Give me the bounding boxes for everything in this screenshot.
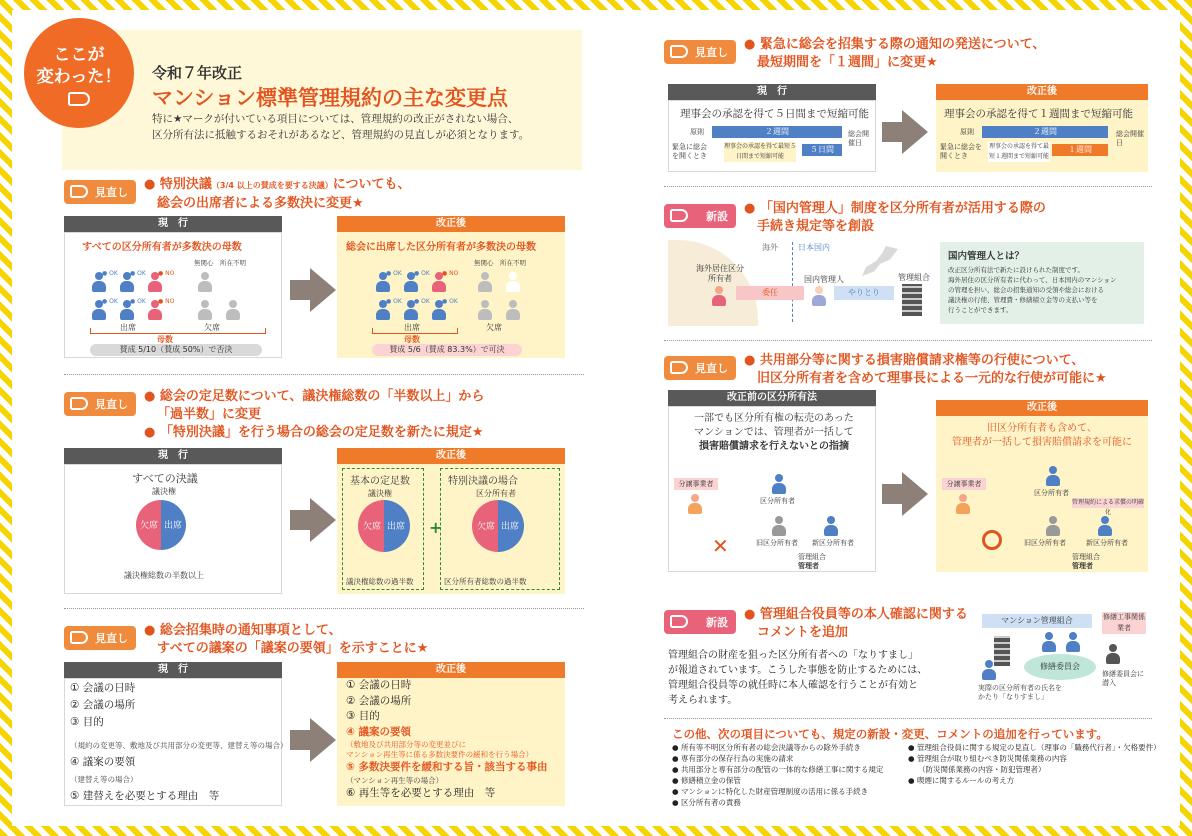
s7-head2: コメントを追加 <box>757 625 849 640</box>
voter-person-icon <box>226 300 240 320</box>
s1-cur-bracket <box>90 328 266 334</box>
vote-label: ● OK <box>414 270 430 277</box>
s2-rev-shusseki2: 出席 <box>501 522 520 532</box>
arrow-body <box>290 280 312 300</box>
s5-head2: 手続き規定等を創設 <box>757 219 875 234</box>
s6-cur-t2: マンションでは、管理者が一括して <box>694 427 854 438</box>
divider <box>64 608 584 609</box>
s1-head1: 特別決議 <box>159 177 212 192</box>
s2-cur-kesseki: 欠席 <box>140 521 159 531</box>
vote-label: ● OK <box>386 298 402 305</box>
hand-icon <box>70 631 88 644</box>
member-person-icon <box>1066 632 1080 652</box>
s4-rev-2week-bar: ２週間 <box>982 126 1108 138</box>
hand-icon <box>670 361 688 374</box>
s2-cur-title: すべての決議 <box>132 472 198 485</box>
s4-head1: 緊急に総会を招集する際の通知の発送について、 <box>759 37 1046 52</box>
arrow-body <box>882 484 904 504</box>
vote-label: ● OK <box>414 298 430 305</box>
s3-revised-list <box>346 678 548 801</box>
list-item: ③ 目的 <box>346 710 380 722</box>
s1-rev-bracket <box>372 328 458 334</box>
s1-rev-result: 賛成 5/6（賛成 83.3%）で可決 <box>372 344 522 356</box>
s2-cur-note: 議決権総数の半数以上 <box>124 571 204 580</box>
list-item: ④ 議案の要領 <box>346 725 412 738</box>
divider <box>64 374 584 375</box>
tag-label: 新設 <box>706 616 728 629</box>
s1-head1-note: （3/4 以上の賛成を要する決議） <box>211 181 333 190</box>
s4-rev-approve: 理事会の承認を得て最短１週間まで短縮可能 <box>988 143 1049 160</box>
s6-rev-text <box>952 422 1132 450</box>
vote-label: ● OK <box>130 298 146 305</box>
voter-person-icon <box>226 272 240 292</box>
s5-kaigai-owner: 海外居住区分所有者 <box>696 264 744 283</box>
s5-kumiai: 管理組合 <box>898 273 930 282</box>
absent-label: 無関心 <box>194 259 214 267</box>
new-owner-person-icon <box>1098 516 1112 536</box>
text-line: 管理組合の財産を狙った区分所有者への「なりすまし」 <box>668 650 918 661</box>
vote-label: ● OK <box>102 298 118 305</box>
s4-cur-5day-bar: ５日間 <box>802 144 842 156</box>
s3-heading: ● 総会招集時の通知事項として、 すべての議案の「議案の要領」を示すことに★ <box>144 623 429 656</box>
s2-special-label: 特別決議の場合 <box>448 476 518 487</box>
owner-person-icon <box>1046 466 1060 486</box>
s5-yaritori-arrow: やりとり <box>834 286 894 300</box>
building-icon <box>902 284 922 316</box>
new-owner-person-icon <box>824 516 838 536</box>
s6-rev-t2: 管理者が一括して損害賠償請求を可能に <box>952 437 1132 448</box>
s6-cur-old: 旧区分所有者 <box>756 539 798 547</box>
s6-rev-bunjo: 分譲事業者 <box>942 478 986 490</box>
s7-kumiai-box: マンション管理組合 <box>982 614 1092 628</box>
vote-label: ● OK <box>442 298 458 305</box>
s5-kaigai: 海外 <box>762 243 778 252</box>
s4-rev-1week-bar: １週間 <box>1052 144 1108 156</box>
s2-head3: 「特別決議」を行う場合の総会の定足数を新たに規定★ <box>159 425 484 440</box>
hand-icon <box>670 209 688 222</box>
s4-heading: ● 緊急に総会を招集する際の通知の発送について、 最短期間を「１週間」に変更★ <box>744 37 1046 70</box>
s2-rev-kesseki1: 欠席 <box>363 522 382 532</box>
list-item: ● 区分所有者の責務 <box>672 798 741 807</box>
bunjo-person-icon <box>688 494 702 514</box>
vote-label: ● NO <box>158 270 175 277</box>
s2-basic-label: 基本の定足数 <box>350 476 410 487</box>
list-item: ● 修繕積立金の保管 <box>672 776 741 785</box>
s7-shuzen-circle: 修繕委員会 <box>1024 654 1096 680</box>
s6-rev-new: 新区分所有者 <box>1086 539 1128 547</box>
s1-cur-kesseki: 欠席 <box>204 323 220 332</box>
s2-current-bar: 現 行 <box>64 448 282 464</box>
list-item: ② 会議の場所 <box>346 694 412 707</box>
box-line: の管理を担い、総会の招集通知の受領や総会における <box>948 286 1104 294</box>
s2-cur-giketsuken: 議決権 <box>152 487 176 496</box>
box-line: 改正区分所有法で新たに設けられた制度です。 <box>948 266 1084 274</box>
page <box>12 10 1180 826</box>
s2-head1: 総会の定足数について、議決権総数の「半数以上」から <box>159 389 485 404</box>
s6-rev-kumiai: 管理組合 <box>1072 553 1100 561</box>
s4-rev-text: 理事会の承認を得て１週間まで短縮可能 <box>944 108 1133 120</box>
hand-icon <box>670 615 688 628</box>
hand-icon <box>70 397 88 410</box>
list-item: ① 会議の日時 <box>346 679 412 691</box>
list-item: ④ 議案の要領 <box>70 756 136 768</box>
right-arrow-icon <box>902 110 928 154</box>
impostor-person-icon <box>1106 644 1120 664</box>
tag-label: 新設 <box>706 210 728 223</box>
tag-label: 見直し <box>695 46 728 59</box>
list-item: ⑤ 建替えを必要とする理由 等 <box>70 790 220 802</box>
s6-cur-t1: 一部でも区分所有権の転売のあった <box>694 413 854 424</box>
s3-head2: すべての議案の「議案の要領」を示すことに★ <box>157 641 429 656</box>
s6-rev-kiyaku: 管理規約による求償の明確化 <box>1072 499 1145 516</box>
s4-cur-kinkyu: 緊急に総会を開くとき <box>672 143 707 160</box>
list-item: ⑥ 再生等を必要とする理由 等 <box>346 786 496 799</box>
s1-rev-kesseki: 欠席 <box>486 323 502 332</box>
right-arrow-icon <box>310 718 336 762</box>
s5-divider-line <box>792 242 793 322</box>
s3-current-list <box>70 680 288 805</box>
vote-label: ● OK <box>102 270 118 277</box>
minaoshi-tag <box>664 40 736 64</box>
badge-line1: ここが <box>53 45 105 65</box>
minaoshi-tag <box>64 392 136 416</box>
arrow-body <box>290 730 312 750</box>
right-arrow-icon <box>310 268 336 312</box>
s6-rev-kubun: 区分所有者 <box>1034 489 1069 497</box>
list-item: ② 会議の場所 <box>70 699 136 711</box>
s5-box-title: 国内管理人とは？ <box>948 251 1025 262</box>
building-icon <box>994 636 1010 666</box>
s6-cur-text <box>694 412 854 454</box>
s5-nihon: 日本国内 <box>798 243 830 252</box>
s1-head1-tail: についても、 <box>332 177 411 192</box>
s4-rev-gensoku: 原則 <box>960 128 974 136</box>
member-person-icon <box>1042 632 1056 652</box>
owner-person-icon <box>982 660 996 680</box>
arrow-body <box>290 510 312 530</box>
s4-cur-2week-bar: ２週間 <box>712 126 842 138</box>
s5-kanrinin: 国内管理人 <box>804 275 844 284</box>
voter-person-icon <box>506 300 520 320</box>
voter-person-icon <box>198 300 212 320</box>
s1-cur-shusseki: 出席 <box>120 323 136 332</box>
s7-sannyu: 修繕委員会に潜入 <box>1102 670 1144 687</box>
box-line: 海外居住の区分所有者に代わって、日本国内のマンション <box>948 276 1117 284</box>
s2-rev-shusseki1: 出席 <box>387 522 406 532</box>
text-line: が報道されています。こうした事態を防止するためには、 <box>668 665 928 676</box>
list-note: マンション再生等に係る多数決要件の緩和を行う場合） <box>346 750 534 759</box>
s7-text <box>668 648 927 708</box>
vote-label: ● OK <box>130 270 146 277</box>
absent-label: 所在不明 <box>500 259 526 267</box>
s3-head1: 総会招集時の通知事項として、 <box>159 623 342 638</box>
list-note: （規約の変更等、敷地及び共用部分の変更等、建替え等の場合） <box>70 741 288 750</box>
hand-icon <box>670 45 688 58</box>
s2-head2: 「過半数」に変更 <box>157 407 262 422</box>
list-note: （敷地及び共用部分等の変更並びに <box>346 740 466 749</box>
s2-rev-note1: 議決権総数の過半数 <box>346 577 414 586</box>
hand-icon <box>68 92 90 106</box>
kanrinin-person-icon <box>812 286 826 306</box>
s3-revised-bar: 改正後 <box>337 662 565 678</box>
plus-icon: + <box>429 518 443 537</box>
minaoshi-tag <box>64 626 136 650</box>
divider <box>664 186 1152 187</box>
tag-label: 見直し <box>95 632 128 645</box>
list-item: ● 管理組合が取り組むべき防災関係業務の内容 <box>908 754 1067 763</box>
header-desc <box>152 111 529 143</box>
s6-cur-bunjo: 分譲事業者 <box>674 478 718 490</box>
s5-head1: 「国内管理人」制度を区分所有者が活用する際の <box>759 201 1046 216</box>
s5-heading: ● 「国内管理人」制度を区分所有者が活用する際の 手続き規定等を創設 <box>744 201 1046 234</box>
s4-head2: 最短期間を「１週間」に変更★ <box>757 55 938 70</box>
absent-label: 無関心 <box>474 259 494 267</box>
s2-rev-note2: 区分所有者総数の過半数 <box>444 577 527 586</box>
list-item: ● 専有部分の保存行為の実施の請求 <box>672 754 794 763</box>
minaoshi-tag <box>64 180 136 204</box>
s6-cur-new: 新区分所有者 <box>812 539 854 547</box>
voter-person-icon <box>478 272 492 292</box>
tag-label: 見直し <box>695 362 728 375</box>
s4-revised-bar: 改正後 <box>936 84 1148 100</box>
s7-heading: ● 管理組合役員等の本人確認に関する コメントを追加 <box>744 607 968 640</box>
voter-person-icon <box>198 272 212 292</box>
s6-heading: ● 共用部分等に関する損害賠償請求権等の行使について、 旧区分所有者を含めて理事長による一元的な行使が可能に★ <box>744 353 1107 386</box>
s7-koji-box: 修繕工事関係業者 <box>1103 613 1145 632</box>
list-item: ● 所有等不明区分所有者の総会決議等からの除外手続き <box>672 743 861 752</box>
owner-person-icon <box>712 286 726 306</box>
arrow-body <box>882 122 904 142</box>
list-item: ③ 目的 <box>70 716 104 728</box>
s5-inin-arrow: 委任 <box>736 286 804 300</box>
absent-label: 所在不明 <box>220 259 246 267</box>
voter-person-icon <box>478 300 492 320</box>
s6-cur-kubun: 区分所有者 <box>760 497 795 505</box>
s5-box-text <box>948 265 1136 315</box>
s8-right-list <box>908 742 1161 786</box>
s4-cur-approve: 理事会の承認を得て最短５日間まで短縮可能 <box>724 143 797 160</box>
right-arrow-icon <box>902 472 928 516</box>
s1-revised-title: 総会に出席した区分所有者が多数決の母数 <box>346 242 536 253</box>
s6-current-bar: 改正前の区分所有法 <box>668 390 876 406</box>
shinsetsu-tag <box>664 204 736 228</box>
list-item: ① 会議の日時 <box>70 682 136 694</box>
s1-current-title: すべての区分所有者が多数決の母数 <box>82 242 242 253</box>
s1-heading: ● 特別決議（3/4 以上の賛成を要する決議）についても、 総会の出席者による多数決に変更★ <box>144 177 411 211</box>
s4-cur-gensoku: 原則 <box>690 128 704 136</box>
circle-check-icon <box>982 530 1002 550</box>
s6-head1: 共用部分等に関する損害賠償請求権等の行使について、 <box>759 353 1085 368</box>
japan-map-icon <box>858 246 898 276</box>
list-item: ● 管理組合役員に関する規定の見直し（理事の「職務代行者」・欠格要件） <box>908 743 1161 752</box>
vote-label: ● NO <box>158 298 175 305</box>
divider <box>664 340 1152 341</box>
s1-current-bar: 現 行 <box>64 216 282 232</box>
s6-rev-kanrisha: 管理者 <box>1072 562 1093 570</box>
s4-cur-kaisai: 総会開催日 <box>848 130 869 147</box>
s7-head1: 管理組合役員等の本人確認に関する <box>759 607 968 622</box>
tag-label: 見直し <box>95 398 128 411</box>
right-arrow-icon <box>310 498 336 542</box>
owner-person-icon <box>772 474 786 494</box>
s1-revised-bar: 改正後 <box>337 216 565 232</box>
s1-head2: 総会の出席者による多数決に変更★ <box>157 196 364 211</box>
s4-current-bar: 現 行 <box>668 84 876 100</box>
s3-current-bar: 現 行 <box>64 662 282 678</box>
list-item: （防災関係業務の内容・防犯管理者） <box>918 765 1046 774</box>
minaoshi-tag <box>664 356 736 380</box>
text-line: 考えられます。 <box>668 695 738 706</box>
s2-cur-shusseki: 出席 <box>164 521 183 531</box>
s7-narisumashi: 実際の区分所有者の氏名をかたり「なりすまし」 <box>978 684 1062 701</box>
list-item: ● 共用部分と専有部分の配管の一体的な修繕工事に関する規定 <box>672 765 884 774</box>
tag-label: 見直し <box>95 186 128 199</box>
badge-line2: 変わった！ <box>36 67 122 87</box>
s5-info-box <box>940 242 1144 324</box>
s6-cur-kumiai: 管理組合 <box>798 553 826 561</box>
list-item: ● 喫煙に関するルールの考え方 <box>908 776 1015 785</box>
cross-icon: ✕ <box>712 534 729 558</box>
s1-rev-shusseki: 出席 <box>404 323 420 332</box>
list-item: ● マンションに特化した財産管理制度の活用に係る手続き <box>672 787 869 796</box>
s6-head2: 旧区分所有者を含めて理事長による一元的な行使が可能に★ <box>757 371 1107 386</box>
desc-line1: 特に★マークが付いている項目については、管理規約の改正がされない場合、 <box>152 113 519 125</box>
hand-icon <box>70 185 88 198</box>
s2-rev-giketsuken: 議決権 <box>368 489 392 498</box>
s6-cur-kanrisha: 管理者 <box>798 562 819 570</box>
shinsetsu-tag <box>664 610 736 634</box>
box-line: 議決権の行使、管理費・修繕積立金等の支払い等を <box>948 296 1098 304</box>
voter-person-icon <box>506 272 520 292</box>
divider <box>664 718 1152 719</box>
s2-rev-kesseki2: 欠席 <box>477 522 496 532</box>
s6-rev-old: 旧区分所有者 <box>1024 539 1066 547</box>
s6-rev-t1: 旧区分所有者も含めて、 <box>987 423 1097 434</box>
s6-cur-t3: 損害賠償請求を行えないとの指摘 <box>698 441 849 452</box>
s1-cur-result: 賛成 5/10（賛成 50%）で否決 <box>90 344 262 356</box>
s6-revised-bar: 改正後 <box>936 400 1148 416</box>
list-note: （マンション再生等の場合） <box>346 775 444 785</box>
s1-rev-bosu: 母数 <box>404 335 420 344</box>
old-owner-person-icon <box>1046 516 1060 536</box>
desc-line2: 区分所有法に抵触するおそれがあるなど、管理規約の見直しが必須となります。 <box>152 129 530 141</box>
text-line: 管理組合役員等の就任時に本人確認を行うことが有効と <box>668 680 918 691</box>
subtitle: 令和７年改正 <box>152 64 243 82</box>
vote-label: ● NO <box>442 270 459 277</box>
box-line: 行うことができます。 <box>948 306 1013 314</box>
s2-revised-bar: 改正後 <box>337 448 565 464</box>
change-badge <box>24 18 134 128</box>
s1-cur-bosu: 母数 <box>157 335 173 344</box>
old-owner-person-icon <box>772 516 786 536</box>
s2-heading: ● 総会の定足数について、議決権総数の「半数以上」から 「過半数」に変更 ● 「特別決議」を行う場合の総会の定足数を新たに規定★ <box>144 389 485 440</box>
list-note: （建替え等の場合） <box>70 775 138 784</box>
s8-left-list <box>672 742 883 808</box>
vote-label: ● OK <box>386 270 402 277</box>
s4-rev-kaisai: 総会開催日 <box>1116 130 1144 147</box>
bunjo-person-icon <box>956 494 970 514</box>
s2-rev-kubun: 区分所有者 <box>476 489 516 498</box>
s4-cur-text: 理事会の承認を得て５日間まで短縮可能 <box>680 108 869 120</box>
s8-heading: この他、次の項目についても、規定の新設・変更、コメントの追加を行っています。 <box>672 727 1108 741</box>
s4-rev-kinkyu: 緊急に総会を開くとき <box>940 143 982 160</box>
page-title: マンション標準管理規約の主な変更点 <box>152 86 509 110</box>
list-item: ⑤ 多数決要件を緩和する旨・該当する事由 <box>346 761 548 773</box>
